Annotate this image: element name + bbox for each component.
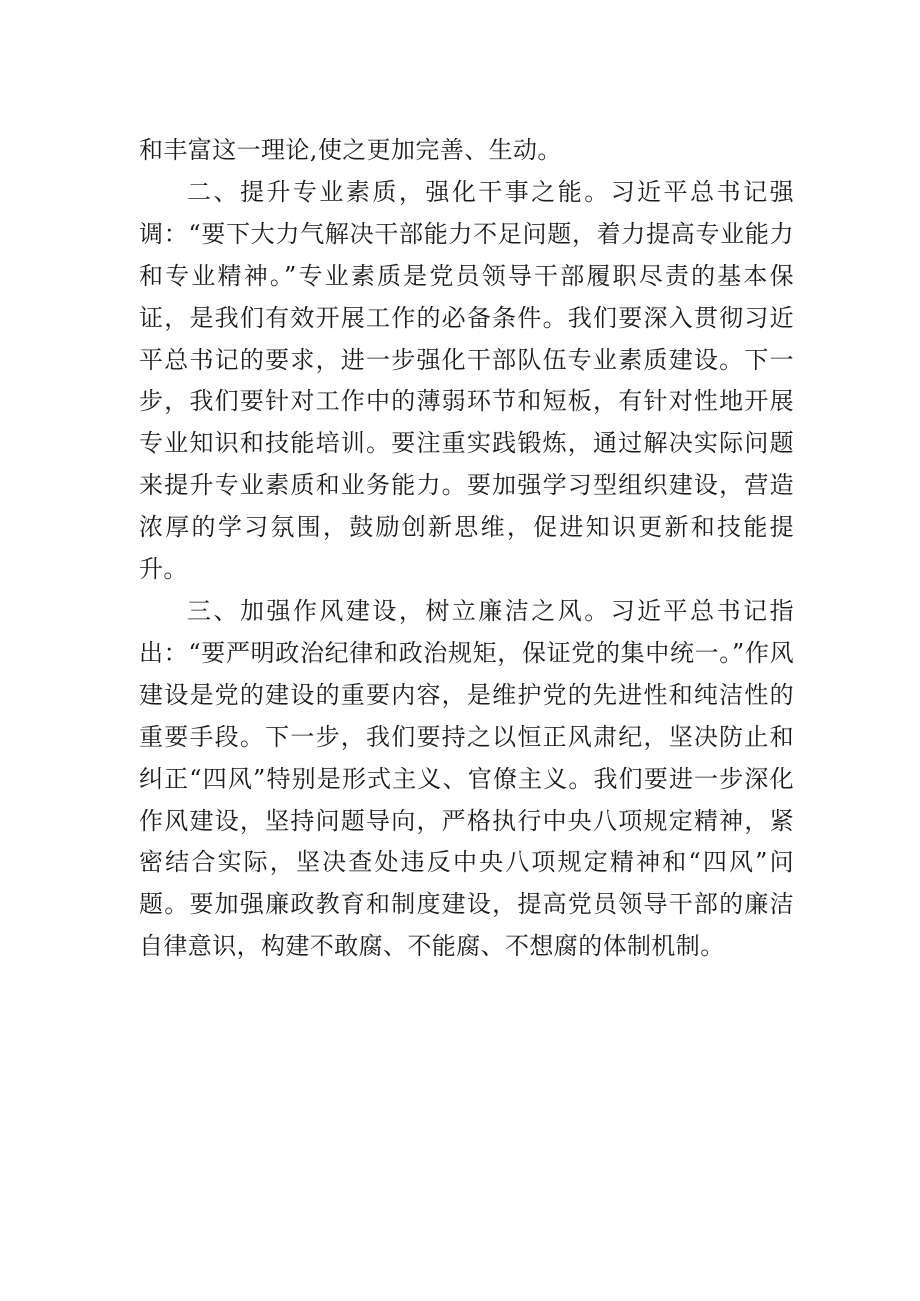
paragraph-section-three: 三、加强作风建设，树立廉洁之风。习近平总书记指出：“要严明政治纪律和政治规矩，保证党的集中统一。”作风建设是党的建设的重要内容，是维护党的先进性和纯洁性的重要手段。下一步，我们要持之以恒正风肃纪，坚决防止和纠正“四风”特别是形式主义、官僚主义。我们要进一步深化作风建设，坚持问题导向，严格执行中央八项规定精神，紧密结合实际，坚决查处违反中央八项规定精神和“四风”问题。要加强廉政教育和制度建设，提高党员领导干部的廉洁自律意识，构建不敢腐、不能腐、不想腐的体制机制。 [139,596,794,961]
paragraph-continuation: 和丰富这一理论,使之更加完善、生动。 [139,136,562,164]
document-body [139,130,794,968]
paragraph-section-two: 二、提升专业素质，强化干事之能。习近平总书记强调：“要下大力气解决干部能力不足问题，着力提高专业能力和专业精神。”专业素质是党员领导干部履职尽责的基本保证，是我们有效开展工作的必备条件。我们要深入贯彻习近平总书记的要求，进一步强化干部队伍专业素质建设。下一步，我们要针对工作中的薄弱环节和短板，有针对性地开展专业知识和技能培训。要注重实践锻炼，通过解决实际问题来提升专业素质和业务能力。要加强学习型组织建设，营造浓厚的学习氛围，鼓励创新思维，促进知识更新和技能提升。 [139,177,794,584]
